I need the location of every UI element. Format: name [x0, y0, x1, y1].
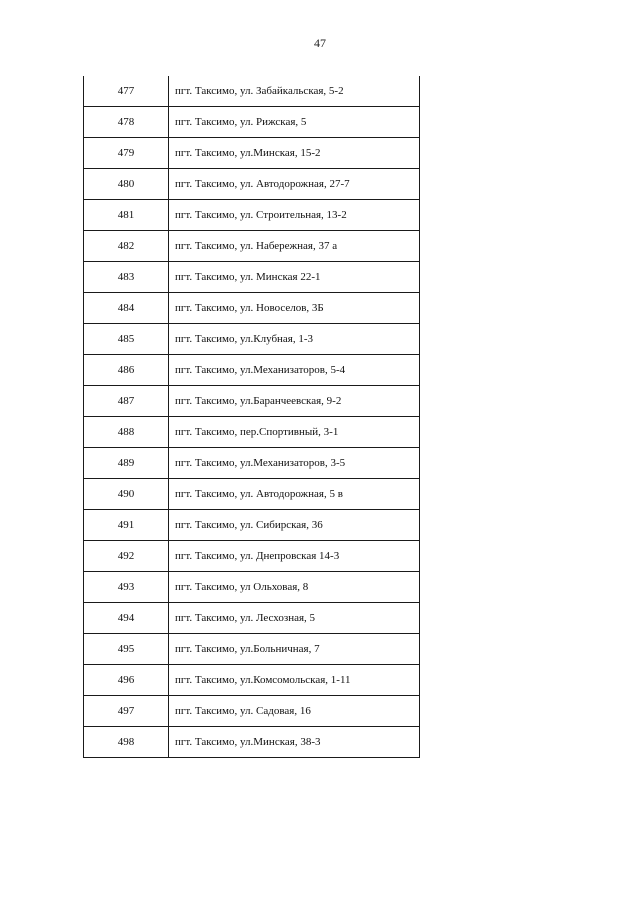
- address-cell: пгт. Таксимо, ул.Механизаторов, 3-5: [169, 448, 420, 479]
- table-row: [84, 572, 420, 603]
- address-cell: пгт. Таксимо, ул.Минская, 15-2: [169, 138, 420, 169]
- row-number-cell: 493: [84, 572, 169, 603]
- page-number: 47: [314, 36, 326, 50]
- row-number-cell: 480: [84, 169, 169, 200]
- address-cell: пгт. Таксимо, пер.Спортивный, 3-1: [169, 417, 420, 448]
- table-row: [84, 262, 420, 293]
- row-number-cell: 486: [84, 355, 169, 386]
- table-row: [84, 200, 420, 231]
- address-cell: пгт. Таксимо, ул.Баранчеевская, 9-2: [169, 386, 420, 417]
- row-number-cell: 495: [84, 634, 169, 665]
- row-number-cell: 488: [84, 417, 169, 448]
- table-row: [84, 417, 420, 448]
- address-cell: пгт. Таксимо, ул. Садовая, 16: [169, 696, 420, 727]
- row-number-cell: 483: [84, 262, 169, 293]
- row-number-cell: 485: [84, 324, 169, 355]
- row-number-cell: 497: [84, 696, 169, 727]
- address-table: [83, 76, 420, 758]
- row-number-cell: 498: [84, 727, 169, 758]
- address-cell: пгт. Таксимо, ул. Днепровская 14-3: [169, 541, 420, 572]
- table-row: [84, 107, 420, 138]
- table-row: [84, 76, 420, 107]
- row-number-cell: 477: [84, 76, 169, 107]
- address-cell: пгт. Таксимо, ул. Автодорожная, 27-7: [169, 169, 420, 200]
- address-cell: пгт. Таксимо, ул.Больничная, 7: [169, 634, 420, 665]
- address-cell: пгт. Таксимо, ул. Рижская, 5: [169, 107, 420, 138]
- table-row: [84, 665, 420, 696]
- address-cell: пгт. Таксимо, ул.Минская, 38-3: [169, 727, 420, 758]
- table-row: [84, 603, 420, 634]
- table-row: [84, 510, 420, 541]
- address-cell: пгт. Таксимо, ул. Лесхозная, 5: [169, 603, 420, 634]
- address-cell: пгт. Таксимо, ул.Механизаторов, 5-4: [169, 355, 420, 386]
- table-row: [84, 355, 420, 386]
- address-cell: пгт. Таксимо, ул. Строительная, 13-2: [169, 200, 420, 231]
- table-row: [84, 386, 420, 417]
- address-cell: пгт. Таксимо, ул.Клубная, 1-3: [169, 324, 420, 355]
- row-number-cell: 489: [84, 448, 169, 479]
- table-row: [84, 541, 420, 572]
- row-number-cell: 487: [84, 386, 169, 417]
- row-number-cell: 496: [84, 665, 169, 696]
- address-table-body: [84, 76, 420, 758]
- address-cell: пгт. Таксимо, ул. Набережная, 37 а: [169, 231, 420, 262]
- address-cell: пгт. Таксимо, ул. Забайкальская, 5-2: [169, 76, 420, 107]
- table-row: [84, 231, 420, 262]
- row-number-cell: 494: [84, 603, 169, 634]
- table-row: [84, 479, 420, 510]
- table-row: [84, 293, 420, 324]
- row-number-cell: 484: [84, 293, 169, 324]
- row-number-cell: 479: [84, 138, 169, 169]
- address-cell: пгт. Таксимо, ул. Новоселов, 3Б: [169, 293, 420, 324]
- row-number-cell: 482: [84, 231, 169, 262]
- row-number-cell: 478: [84, 107, 169, 138]
- address-cell: пгт. Таксимо, ул Ольховая, 8: [169, 572, 420, 603]
- row-number-cell: 491: [84, 510, 169, 541]
- table-row: [84, 448, 420, 479]
- table-row: [84, 138, 420, 169]
- address-cell: пгт. Таксимо, ул.Комсомольская, 1-11: [169, 665, 420, 696]
- address-cell: пгт. Таксимо, ул. Автодорожная, 5 в: [169, 479, 420, 510]
- row-number-cell: 481: [84, 200, 169, 231]
- row-number-cell: 492: [84, 541, 169, 572]
- table-row: [84, 169, 420, 200]
- row-number-cell: 490: [84, 479, 169, 510]
- table-row: [84, 324, 420, 355]
- table-row: [84, 727, 420, 758]
- address-cell: пгт. Таксимо, ул. Минская 22-1: [169, 262, 420, 293]
- table-row: [84, 634, 420, 665]
- address-cell: пгт. Таксимо, ул. Сибирская, 36: [169, 510, 420, 541]
- table-row: [84, 696, 420, 727]
